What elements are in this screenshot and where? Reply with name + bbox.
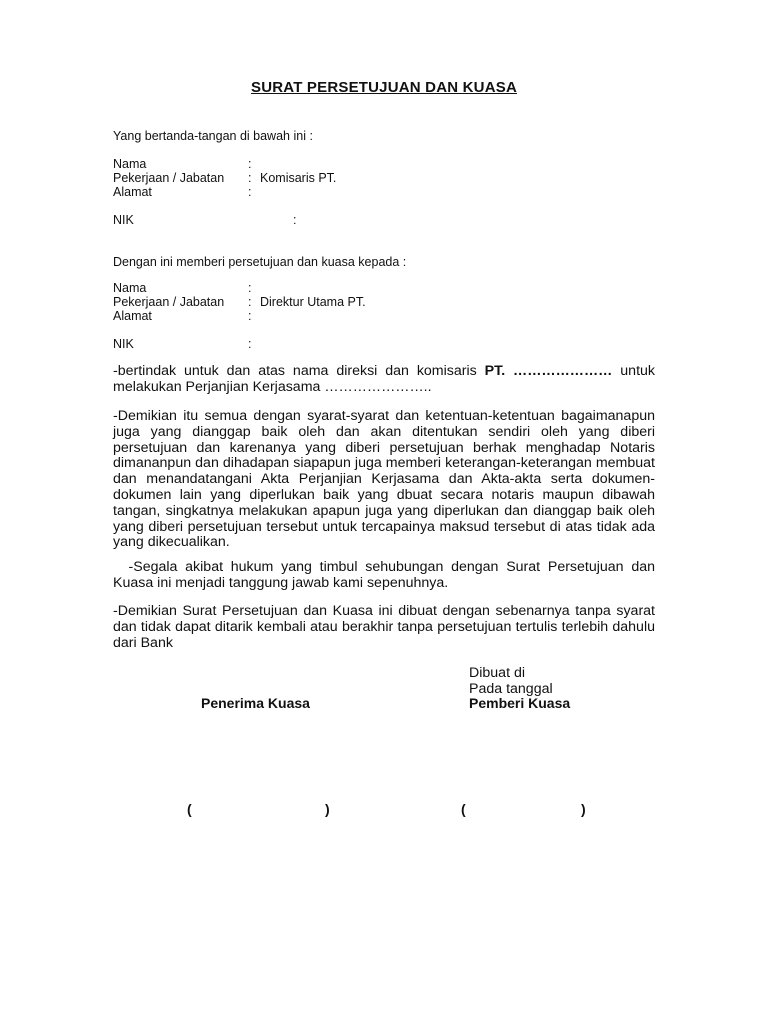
- party1-jabatan-value: Komisaris PT.: [260, 171, 337, 185]
- penerima-sign-close-paren: ): [325, 801, 330, 817]
- party1-nama-label: Nama: [113, 157, 147, 171]
- pemberi-sign-open-paren: (: [461, 801, 466, 817]
- paragraph-bertindak-pre: -bertindak untuk dan atas nama direksi dan komisaris: [113, 363, 485, 379]
- party1-alamat-label: Alamat: [113, 185, 152, 199]
- party1-nama-colon: :: [248, 157, 252, 171]
- pemberi-kuasa-label: Pemberi Kuasa: [469, 695, 571, 711]
- paragraph-bertindak-post: untuk melakukan Perjanjian Kerjasama …………………..: [113, 363, 655, 395]
- paragraph-demikian-surat: -Demikian Surat Persetujuan dan Kuasa ini dibuat dengan sebenarnya tanpa syarat dan tidak dapat ditarik kembali atau berakhir tanpa persetujuan tertulis terlebih dahulu dari Bank: [113, 603, 655, 651]
- party1-jabatan-label: Pekerjaan / Jabatan: [113, 171, 225, 185]
- pada-tanggal-label: Pada tanggal: [469, 681, 553, 697]
- document-title: SURAT PERSETUJUAN DAN KUASA: [251, 79, 517, 96]
- party2-jabatan-label: Pekerjaan / Jabatan: [113, 295, 225, 309]
- paragraph-segala-akibat: -Segala akibat hukum yang timbul sehubungan dengan Surat Persetujuan dan Kuasa ini menjadi tanggung jawab kami sepenuhnya.: [113, 559, 659, 591]
- penerima-kuasa-label: Penerima Kuasa: [201, 695, 310, 711]
- party1-jabatan-colon: :: [248, 171, 252, 185]
- party2-jabatan-value: Direktur Utama PT.: [260, 295, 366, 309]
- party1-alamat-colon: :: [248, 185, 252, 199]
- party2-nik-label: NIK: [113, 337, 134, 351]
- dibuat-di-label: Dibuat di: [469, 665, 525, 681]
- paragraph-bertindak: [113, 364, 655, 396]
- party2-nama-label: Nama: [113, 281, 147, 295]
- party1-nik-label: NIK: [113, 213, 134, 227]
- party2-nik-colon: :: [248, 337, 252, 351]
- paragraph-demikian-itu: -Demikian itu semua dengan syarat-syarat dan ketentuan-ketentuan bagaimanapun juga yang dianggap baik oleh dan akan ditentukan sendiri oleh yang diberi persetujuan dan karenanya yang diberi persetujuan berhak menghadap Notaris dimananpun dan dihadapan siapapun juga memberi keterangan-keterangan membuat dan menandatangani Akta Perjanjian Kerjasama dan Akta-akta serta dokumen-dokumen lain yang diperlukan baik yang dbuat secara notaris maupun dibawah tangan, singkatnya melakukan apapun juga yang diperlukan dan dianggap baik oleh yang diberi persetujuan tersebut untuk tercapainya maksud tersebut di atas tidak ada yang dikecualikan.: [113, 408, 655, 551]
- pemberi-sign-close-paren: ): [581, 801, 586, 817]
- transition-text: Dengan ini memberi persetujuan dan kuasa kepada :: [113, 255, 407, 269]
- penerima-sign-open-paren: (: [187, 801, 192, 817]
- party2-jabatan-colon: :: [248, 295, 252, 309]
- paragraph-bertindak-company: PT. …………………: [484, 363, 613, 379]
- party2-nama-colon: :: [248, 281, 252, 295]
- party1-nik-colon: :: [293, 213, 297, 227]
- intro-text: Yang bertanda-tangan di bawah ini :: [113, 129, 313, 143]
- party2-alamat-colon: :: [248, 309, 252, 323]
- party2-alamat-label: Alamat: [113, 309, 152, 323]
